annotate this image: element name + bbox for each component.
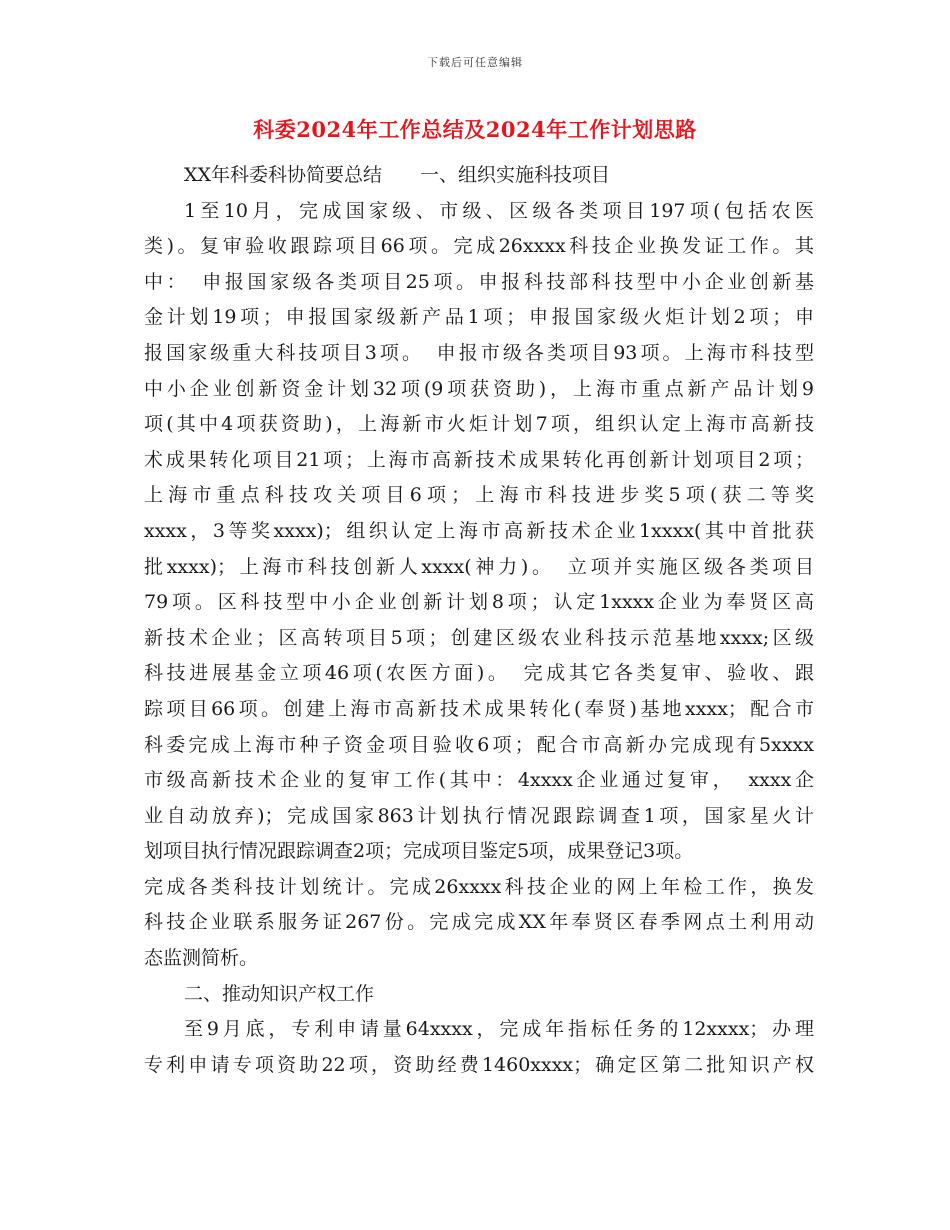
text-line: 类)。复审验收跟踪项目66项。完成26xxxx科技企业换发证工作。其 xyxy=(144,235,814,258)
document-title: 科委2024年工作总结及2024年工作计划思路 xyxy=(253,117,697,142)
text-line: 完成各类科技计划统计。完成26xxxx科技企业的网上年检工作，换发 xyxy=(144,875,814,898)
text-line: 专利申请专项资助22项，资助经费1460xxxx；确定区第二批知识产权 xyxy=(144,1053,814,1076)
text-line: 金计划19项；申报国家级新产品1项；申报国家级火炬计划2项；申 xyxy=(144,306,814,329)
text-line: 二、推动知识产权工作 xyxy=(184,982,375,1005)
text-line: xxxx，3等奖xxxx)；组织认定上海市高新技术企业1xxxx(其中首批获 xyxy=(144,519,814,542)
text-line: 中： 申报国家级各类项目25项。申报科技部科技型中小企业创新基 xyxy=(144,270,814,293)
text-line: 科委完成上海市种子资金项目验收6项；配合市高新办完成现有5xxxx xyxy=(144,733,814,756)
text-line: 科技进展基金立项46项(农医方面)。 完成其它各类复审、验收、跟 xyxy=(144,662,814,685)
text-line: 中小企业创新资金计划32项(9项获资助)，上海市重点新产品计划9 xyxy=(144,377,814,400)
text-line: 项(其中4项获资助)，上海新市火炬计划7项，组织认定上海市高新技 xyxy=(144,413,814,436)
text-line: 科技企业联系服务证267份。完成完成XX年奉贤区春季网点土利用动 xyxy=(144,911,814,934)
text-line: 1至10月，完成国家级、市级、区级各类项目197项(包括农医 xyxy=(184,199,814,222)
text-line: 上海市重点科技攻关项目6项；上海市科技进步奖5项(获二等奖 xyxy=(144,484,814,507)
text-line: 踪项目66项。创建上海市高新技术成果转化(奉贤)基地xxxx；配合市 xyxy=(144,697,814,720)
text-line: 市级高新技术企业的复审工作(其中：4xxxx企业通过复审， xxxx企 xyxy=(144,769,814,792)
text-line: 术成果转化项目21项；上海市高新技术成果转化再创新计划项目2项； xyxy=(144,448,814,471)
text-line: XX年科委科协简要总结 一、组织实施科技项目 xyxy=(184,164,611,186)
text-line: 态监测简析。 xyxy=(144,947,259,970)
text-line: 划项目执行情况跟踪调查2项；完成项目鉴定5项，成果登记3项。 xyxy=(144,840,694,863)
text-line: 批xxxx)；上海市科技创新人xxxx(神力)。 立项并实施区级各类项目 xyxy=(144,555,814,578)
text-line: 业自动放弃)；完成国家863计划执行情况跟踪调查1项，国家星火计 xyxy=(144,804,814,827)
text-line: 新技术企业；区高转项目5项；创建区级农业科技示范基地xxxx;区级 xyxy=(144,626,814,649)
document-body xyxy=(144,158,814,1083)
text-line: 至9月底，专利申请量64xxxx，完成年指标任务的12xxxx；办理 xyxy=(184,1018,814,1041)
text-line: 报国家级重大科技项目3项。 申报市级各类项目93项。上海市科技型 xyxy=(144,341,814,364)
header-note: 下载后可任意编辑 xyxy=(427,56,523,69)
text-line: 79项。区科技型中小企业创新计划8项；认定1xxxx企业为奉贤区高 xyxy=(144,591,814,614)
